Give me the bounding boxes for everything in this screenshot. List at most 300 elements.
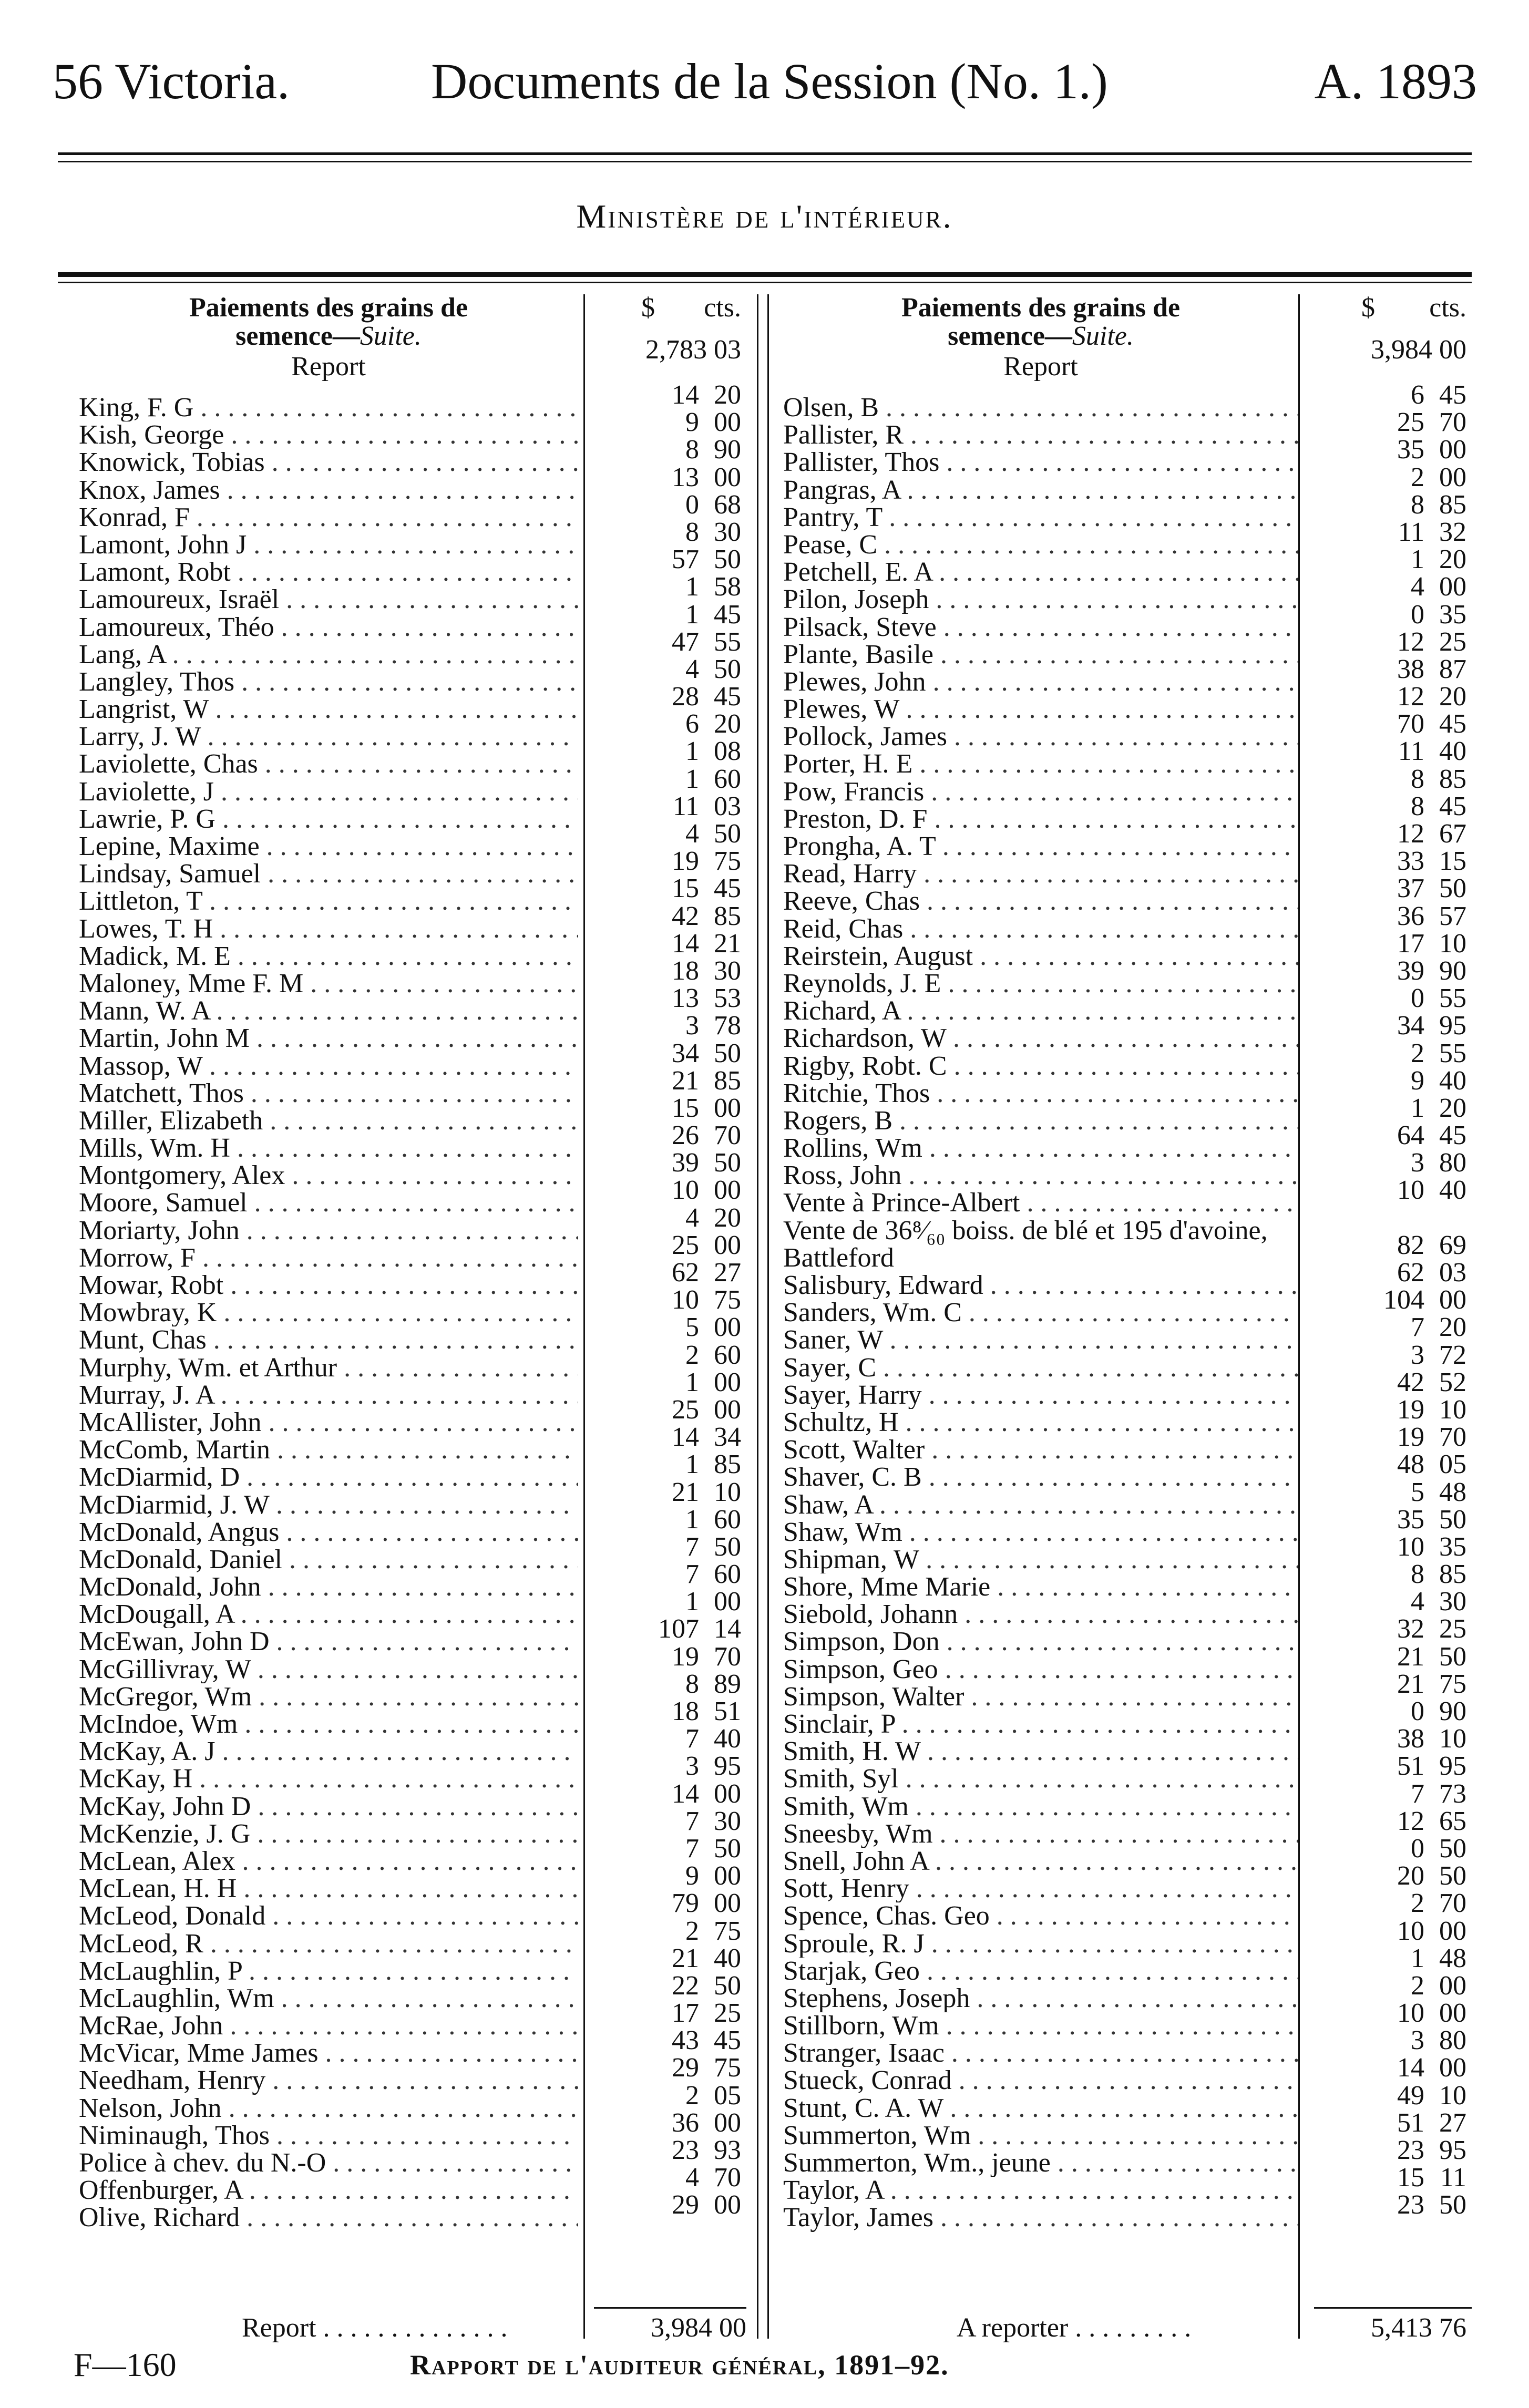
table-row: Nelson, John . . .: [79, 2095, 578, 2122]
table-row-amount: [594, 1972, 746, 2000]
table-row-amount: [594, 2082, 746, 2109]
table-row: Pilsack, Steve . . .: [783, 614, 1298, 641]
table-row: McComb, Martin . . .: [79, 1436, 578, 1464]
table-row-amount: [1314, 1149, 1472, 1177]
cents-value: 05: [1439, 1451, 1466, 1479]
table-row-amount: [594, 1753, 746, 1780]
dollars-value: 20: [1397, 1862, 1424, 1890]
table-row-amount: [594, 820, 746, 848]
cents-value: 45: [1439, 793, 1466, 820]
cents-value: 70: [714, 1643, 741, 1671]
table-row: Rollins, Wm . . .: [783, 1135, 1298, 1162]
table-row-amount: [594, 793, 746, 820]
table-row-amount: [1314, 2000, 1472, 2027]
right-amount-list: [1314, 382, 1472, 2219]
table-row: Shipman, W . . .: [783, 1546, 1298, 1573]
table-row-amount: [1314, 2054, 1472, 2082]
table-row-amount: [594, 766, 746, 793]
cents-value: 53: [714, 985, 741, 1013]
cents-value: 48: [1439, 1478, 1466, 1506]
total-rule: [1314, 2307, 1472, 2309]
cents-value: 78: [714, 1012, 741, 1040]
table-row: McLean, H. H . . .: [79, 1875, 578, 1902]
cents-value: 80: [1439, 2027, 1466, 2055]
table-row: McRae, John . . .: [79, 2012, 578, 2040]
table-row: Richard, A . . .: [783, 997, 1298, 1025]
table-row-amount: [594, 1177, 746, 1204]
cents-value: 10: [1439, 930, 1466, 958]
cents-value: 45: [1439, 711, 1466, 738]
dollars-value: 104: [1383, 1287, 1424, 1314]
left-total-label: Report . . . . . . . . . . . . . .: [242, 2313, 508, 2343]
cents-value: 85: [714, 902, 741, 930]
dollars-value: 42: [1397, 1368, 1424, 1396]
table-row-amount: [1314, 1506, 1472, 1534]
column-divider: [757, 294, 758, 2339]
table-row: McDiarmid, J. W . . .: [79, 1491, 578, 1519]
table-row-amount: [1314, 1972, 1472, 2000]
table-row-amount: [1314, 1396, 1472, 1424]
cents-value: 75: [1439, 1670, 1466, 1699]
table-row: McDougall, A . . .: [79, 1601, 578, 1628]
table-row: Moriarty, John . . .: [79, 1217, 578, 1244]
dollars-value: 0: [685, 491, 699, 519]
dollars-value: 2: [685, 1917, 699, 1945]
table-row: Vente à Prince-Albert . . .: [783, 1189, 1298, 1217]
table-row: McDiarmid, D . . .: [79, 1464, 578, 1491]
dollars-value: 35: [1397, 436, 1424, 464]
table-row: Reynolds, J. E . . .: [783, 970, 1298, 997]
table-row: Murphy, Wm. et Arthur . . .: [79, 1354, 578, 1382]
dollars-value: 62: [672, 1259, 699, 1287]
left-name-list: [79, 394, 578, 2232]
table-row-amount: [594, 2000, 746, 2027]
dollars-value: 9: [685, 409, 699, 437]
table-row: Mowar, Robt . . .: [79, 1272, 578, 1299]
table-row-amount: [594, 1588, 746, 1615]
table-row: King, F. G . . .: [79, 394, 578, 421]
dollars-value: 35: [1397, 1506, 1424, 1534]
cents-value: 00: [714, 2109, 741, 2137]
cents-value: 87: [1439, 655, 1466, 684]
dollars-value: 19: [1397, 1396, 1424, 1424]
dollars-value: 23: [672, 2137, 699, 2165]
table-row-amount: [594, 1369, 746, 1396]
cents-value: 25: [714, 2000, 741, 2028]
dollars-value: 12: [1397, 628, 1424, 656]
dollars-value: 23: [1397, 2137, 1424, 2165]
cents-value: 45: [714, 683, 741, 711]
cents-value: 95: [1439, 1012, 1466, 1040]
table-row: Kish, George . . .: [79, 421, 578, 449]
dollars-value: 1: [685, 573, 699, 601]
table-row-amount: [594, 903, 746, 930]
dollars-value: 1: [685, 765, 699, 793]
table-row: Reirstein, August . . .: [783, 943, 1298, 970]
table-row: Plewes, John . . .: [783, 668, 1298, 696]
dollars-value: 22: [672, 1972, 699, 2000]
cents-value: 60: [714, 1506, 741, 1534]
table-row: Police à chev. du N.-O . . .: [79, 2149, 578, 2177]
cents-value: 50: [1439, 1506, 1466, 1534]
left-amounts-column: [594, 294, 746, 2307]
dollars-value: 51: [1397, 2109, 1424, 2137]
dollars-value: 4: [685, 1204, 699, 1232]
table-row-amount: [594, 1643, 746, 1671]
dollars-value: 23: [1397, 2191, 1424, 2219]
dollars-value: 11: [1398, 738, 1424, 766]
table-row: Reid, Chas . . .: [783, 915, 1298, 943]
cents-value: 25: [1439, 628, 1466, 656]
dollars-value: 1: [1411, 1094, 1424, 1123]
table-row-amount: [1314, 1012, 1472, 1040]
dollars-value: 2: [1411, 1890, 1424, 1918]
table-row-amount: [1314, 546, 1472, 573]
cents-value: 00: [1439, 573, 1466, 601]
dollars-value: 5: [685, 1314, 699, 1342]
cents-value: 20: [1439, 683, 1466, 711]
dollars-value: 8: [685, 436, 699, 464]
table-row: Spence, Chas. Geo . . .: [783, 1902, 1298, 1930]
table-row: Siebold, Johann . . .: [783, 1601, 1298, 1628]
table-row-amount: [594, 1945, 746, 1972]
table-row-amount: [1314, 436, 1472, 464]
cents-value: 00: [714, 464, 741, 491]
table-row-amount: [594, 1808, 746, 1835]
cents-value: 00: [714, 1177, 741, 1205]
cents-value: 00: [714, 1314, 741, 1342]
section-rule-thin: [58, 282, 1472, 283]
table-row-amount: [594, 409, 746, 436]
table-row-amount: [594, 2054, 746, 2082]
cents-value: 60: [714, 1561, 741, 1589]
table-row: Laviolette, Chas . . .: [79, 750, 578, 778]
table-row: Summerton, Wm., jeune . . .: [783, 2149, 1298, 2177]
cents-value: 30: [1439, 1588, 1466, 1616]
dollars-value: 36: [1397, 902, 1424, 930]
dollars-value: 21: [1397, 1643, 1424, 1671]
cents-value: 85: [1439, 491, 1466, 519]
document-title: Documents de la Session (No. 1.): [431, 53, 1108, 109]
cents-value: 10: [1439, 2082, 1466, 2109]
dollars-value: 39: [672, 1149, 699, 1177]
table-row: Sayer, Harry . . .: [783, 1382, 1298, 1409]
table-row: Sayer, C . . .: [783, 1354, 1298, 1382]
dollars-value: 79: [672, 1890, 699, 1918]
dollars-value: 10: [672, 1177, 699, 1205]
table-row: McLaughlin, P . . .: [79, 1958, 578, 1985]
cents-value: 20: [1439, 1314, 1466, 1342]
table-row-amount: [1314, 1945, 1472, 1972]
cents-value: 45: [714, 601, 741, 629]
column-subheading: semence—Suite.: [235, 321, 422, 351]
cents-value: 40: [1439, 738, 1466, 766]
cents-value: 57: [1439, 902, 1466, 930]
table-row-amount: [594, 2191, 746, 2219]
table-row-amount: [1314, 1808, 1472, 1835]
table-row-amount: [1314, 1890, 1472, 1917]
cents-value: 00: [714, 1094, 741, 1123]
cents-value: 40: [714, 1944, 741, 1972]
table-row: Stranger, Isaac . . .: [783, 2040, 1298, 2067]
cents-value: 45: [1439, 382, 1466, 409]
dollars-value: 21: [1397, 1670, 1424, 1699]
table-row: McLean, Alex . . .: [79, 1848, 578, 1875]
dollars-value: 25: [672, 1396, 699, 1424]
cents-value: 50: [1439, 1643, 1466, 1671]
dollars-value: 14: [672, 382, 699, 409]
table-row: Stephens, Joseph . . .: [783, 1985, 1298, 2012]
table-row-amount: [594, 1698, 746, 1725]
table-row-amount: [1314, 1067, 1472, 1095]
table-row-amount: [594, 1424, 746, 1451]
cents-value: 21: [714, 930, 741, 958]
table-row-amount: [594, 958, 746, 985]
cents-value: 00: [1439, 2000, 1466, 2028]
cents-value: 50: [714, 1149, 741, 1177]
cents-value: 95: [714, 1753, 741, 1781]
cents-value: 40: [714, 1725, 741, 1753]
dollars-value: 8: [685, 518, 699, 547]
cents-value: 70: [1439, 1424, 1466, 1452]
table-row-amount: [1314, 601, 1472, 629]
table-row: Madick, M. E . . .: [79, 943, 578, 970]
dollars-value: 7: [685, 1725, 699, 1753]
table-row: Olsen, B . . .: [783, 394, 1298, 421]
table-row-amount: [1314, 1424, 1472, 1451]
cents-value: 58: [714, 573, 741, 601]
table-row-amount: [594, 1862, 746, 1890]
table-row: Petchell, E. A . . .: [783, 559, 1298, 586]
right-total-label: A reporter . . . . . . . . .: [957, 2313, 1192, 2343]
dollars-value: 2: [685, 1341, 699, 1369]
cents-value: 48: [1439, 1944, 1466, 1972]
dollars-value: 8: [1411, 491, 1424, 519]
dollars-value: 14: [672, 1780, 699, 1808]
table-row-amount: [594, 1287, 746, 1314]
session-year: 56 Victoria.: [53, 53, 290, 109]
table-row: Lang, A . . .: [79, 641, 578, 668]
table-row: McKay, A. J . . .: [79, 1738, 578, 1765]
dollars-value: 48: [1397, 1451, 1424, 1479]
cents-value: 10: [714, 1478, 741, 1506]
table-row-amount: [594, 656, 746, 683]
dollars-value: 15: [672, 875, 699, 903]
table-row: Lamont, Robt . . .: [79, 559, 578, 586]
table-row-amount: [1314, 711, 1472, 738]
cents-value: 00: [714, 1588, 741, 1616]
report-title: Rapport de l'auditeur général, 1891–92.: [410, 2349, 949, 2381]
dollars-value: 4: [685, 655, 699, 684]
table-row-amount: [1314, 820, 1472, 848]
table-row: McAllister, John . . .: [79, 1409, 578, 1436]
dollars-value: 8: [1411, 765, 1424, 793]
dollars-value: 107: [658, 1615, 699, 1643]
cents-value: 90: [1439, 1698, 1466, 1726]
table-row-amount: [1314, 2137, 1472, 2164]
cents-value: 30: [714, 518, 741, 547]
cents-value: 50: [714, 1533, 741, 1561]
cents-value: 00: [714, 1231, 741, 1259]
dollars-value: 11: [1398, 518, 1424, 547]
table-row: Stillborn, Wm . . .: [783, 2012, 1298, 2040]
table-row-amount: [594, 1342, 746, 1369]
table-row: McLeod, R . . .: [79, 1930, 578, 1958]
cents-value: 00: [714, 409, 741, 437]
cents-value: 93: [714, 2137, 741, 2165]
dollars-value: 1: [685, 1506, 699, 1534]
table-row: Langrist, W . . .: [79, 696, 578, 723]
dollars-value: 10: [1397, 1177, 1424, 1205]
column-divider: [583, 294, 585, 2339]
table-row-amount: [1314, 1205, 1472, 1259]
dollars-value: 21: [672, 1944, 699, 1972]
dollars-value: 43: [672, 2027, 699, 2055]
total-rule: [594, 2307, 746, 2309]
page-header: [53, 50, 1477, 124]
cents-value: 75: [714, 1917, 741, 1945]
table-row-amount: [1314, 1781, 1472, 1808]
table-row-amount: [1314, 683, 1472, 711]
cents-value: 20: [1439, 546, 1466, 574]
cents-value: 50: [1439, 875, 1466, 903]
table-row: Mills, Wm. H . . .: [79, 1135, 578, 1162]
table-row-amount: [594, 1506, 746, 1534]
dollars-value: 47: [672, 628, 699, 656]
dollars-value: 17: [672, 2000, 699, 2028]
report-amount: 3,984 00: [1371, 335, 1466, 365]
cents-value: 20: [1439, 1094, 1466, 1123]
table-row-amount: [594, 1725, 746, 1753]
cents-value: 25: [1439, 1615, 1466, 1643]
cents-value: 70: [714, 1122, 741, 1150]
table-row-amount: [1314, 875, 1472, 902]
table-row: Mann, W. A . . .: [79, 997, 578, 1025]
dollars-value: 1: [685, 1368, 699, 1396]
table-row: Plewes, W . . .: [783, 696, 1298, 723]
table-row: Sanders, Wm. C . . .: [783, 1299, 1298, 1326]
table-row: McLeod, Donald . . .: [79, 1902, 578, 1930]
cents-value: 27: [1439, 2109, 1466, 2137]
table-row-amount: [594, 1890, 746, 1917]
dollars-value: 19: [672, 1643, 699, 1671]
table-row-amount: [594, 738, 746, 765]
cents-value: 52: [1439, 1368, 1466, 1396]
dollars-value: 70: [1397, 711, 1424, 738]
cents-value: 35: [1439, 601, 1466, 629]
column-heading: Paiements des grains de: [901, 293, 1181, 323]
dollars-value: 10: [672, 1287, 699, 1314]
dollars-value: 25: [1397, 409, 1424, 437]
cents-value: 34: [714, 1424, 741, 1452]
report-label: Report: [291, 352, 366, 382]
table-row-amount: [1314, 1671, 1472, 1698]
table-row-amount: [594, 1012, 746, 1040]
cents-value: 55: [1439, 1040, 1466, 1067]
table-row: Larry, J. W . . .: [79, 723, 578, 750]
table-row-amount: [1314, 464, 1472, 491]
cents-value: 00: [714, 1890, 741, 1918]
table-row-amount: [1314, 1725, 1472, 1753]
report-label: Report: [1003, 352, 1078, 382]
table-row-amount: [594, 683, 746, 711]
dollars-value: 21: [672, 1478, 699, 1506]
dollars-value: 1: [685, 1451, 699, 1479]
dollars-value: 1: [685, 601, 699, 629]
table-row: Knox, James . . .: [79, 477, 578, 504]
table-row: Simpson, Don . . .: [783, 1628, 1298, 1655]
table-row-amount: [1314, 656, 1472, 683]
table-row: Stueck, Conrad . . .: [783, 2067, 1298, 2094]
table-row-amount: [1314, 1753, 1472, 1780]
table-row: Lowes, T. H . . .: [79, 915, 578, 943]
table-row: Starjak, Geo . . .: [783, 1958, 1298, 1985]
table-row: Pease, C . . .: [783, 531, 1298, 559]
cents-value: 72: [1439, 1341, 1466, 1369]
table-row: Snell, John A . . .: [783, 1848, 1298, 1875]
right-amounts-column: [1314, 294, 1472, 2307]
cents-value: 15: [1439, 848, 1466, 876]
dollars-value: 18: [672, 957, 699, 985]
table-row: Pantry, T . . .: [783, 504, 1298, 531]
dollars-value: 2: [1411, 1972, 1424, 2000]
table-row-amount: [1314, 1342, 1472, 1369]
dollars-value: 49: [1397, 2082, 1424, 2109]
table-row-amount: [1314, 1835, 1472, 1862]
table-row: Pallister, R . . .: [783, 421, 1298, 449]
table-row: Lamont, John J . . .: [79, 531, 578, 559]
dollars-value: 3: [685, 1753, 699, 1781]
dollars-value: 7: [685, 1807, 699, 1835]
table-row: Simpson, Walter . . .: [783, 1683, 1298, 1711]
table-row: Plante, Basile . . .: [783, 641, 1298, 668]
dollars-value: 57: [672, 546, 699, 574]
table-row: Rigby, Robt. C . . .: [783, 1053, 1298, 1080]
table-row-amount: [1314, 766, 1472, 793]
table-row: Ritchie, Thos . . .: [783, 1080, 1298, 1107]
cents-value: 75: [714, 848, 741, 876]
table-row-amount: [1314, 1561, 1472, 1588]
table-row-amount: [1314, 409, 1472, 436]
dollars-value: 62: [1397, 1259, 1424, 1287]
table-row-amount: [1314, 1177, 1472, 1204]
cents-value: 00: [714, 1780, 741, 1808]
dollars-value: 17: [1397, 930, 1424, 958]
dollars-value: 13: [672, 985, 699, 1013]
cents-value: 50: [1439, 2191, 1466, 2219]
table-row-amount: [1314, 1095, 1472, 1122]
dollars-value: 2: [685, 2082, 699, 2109]
table-row: Niminaugh, Thos . . .: [79, 2122, 578, 2149]
table-row-amount: [1314, 1534, 1472, 1561]
cents-value: 00: [714, 1862, 741, 1890]
cents-value: 00: [714, 1368, 741, 1396]
cents-value: 20: [714, 1204, 741, 1232]
dollars-value: 3: [1411, 1341, 1424, 1369]
right-names-column: [783, 294, 1298, 2307]
table-row-amount: [594, 875, 746, 902]
dollars-value: 34: [1397, 1012, 1424, 1040]
cents-value: 03: [1439, 1259, 1466, 1287]
cents-value: 45: [714, 2027, 741, 2055]
table-row-amount: [594, 1918, 746, 1945]
cents-value: 14: [714, 1615, 741, 1643]
cents-value: 20: [714, 382, 741, 409]
cents-value: 03: [714, 793, 741, 820]
table-row-amount: [594, 1835, 746, 1862]
table-row-amount: [594, 1205, 746, 1232]
currency-heading: $ cts.: [1361, 293, 1466, 323]
